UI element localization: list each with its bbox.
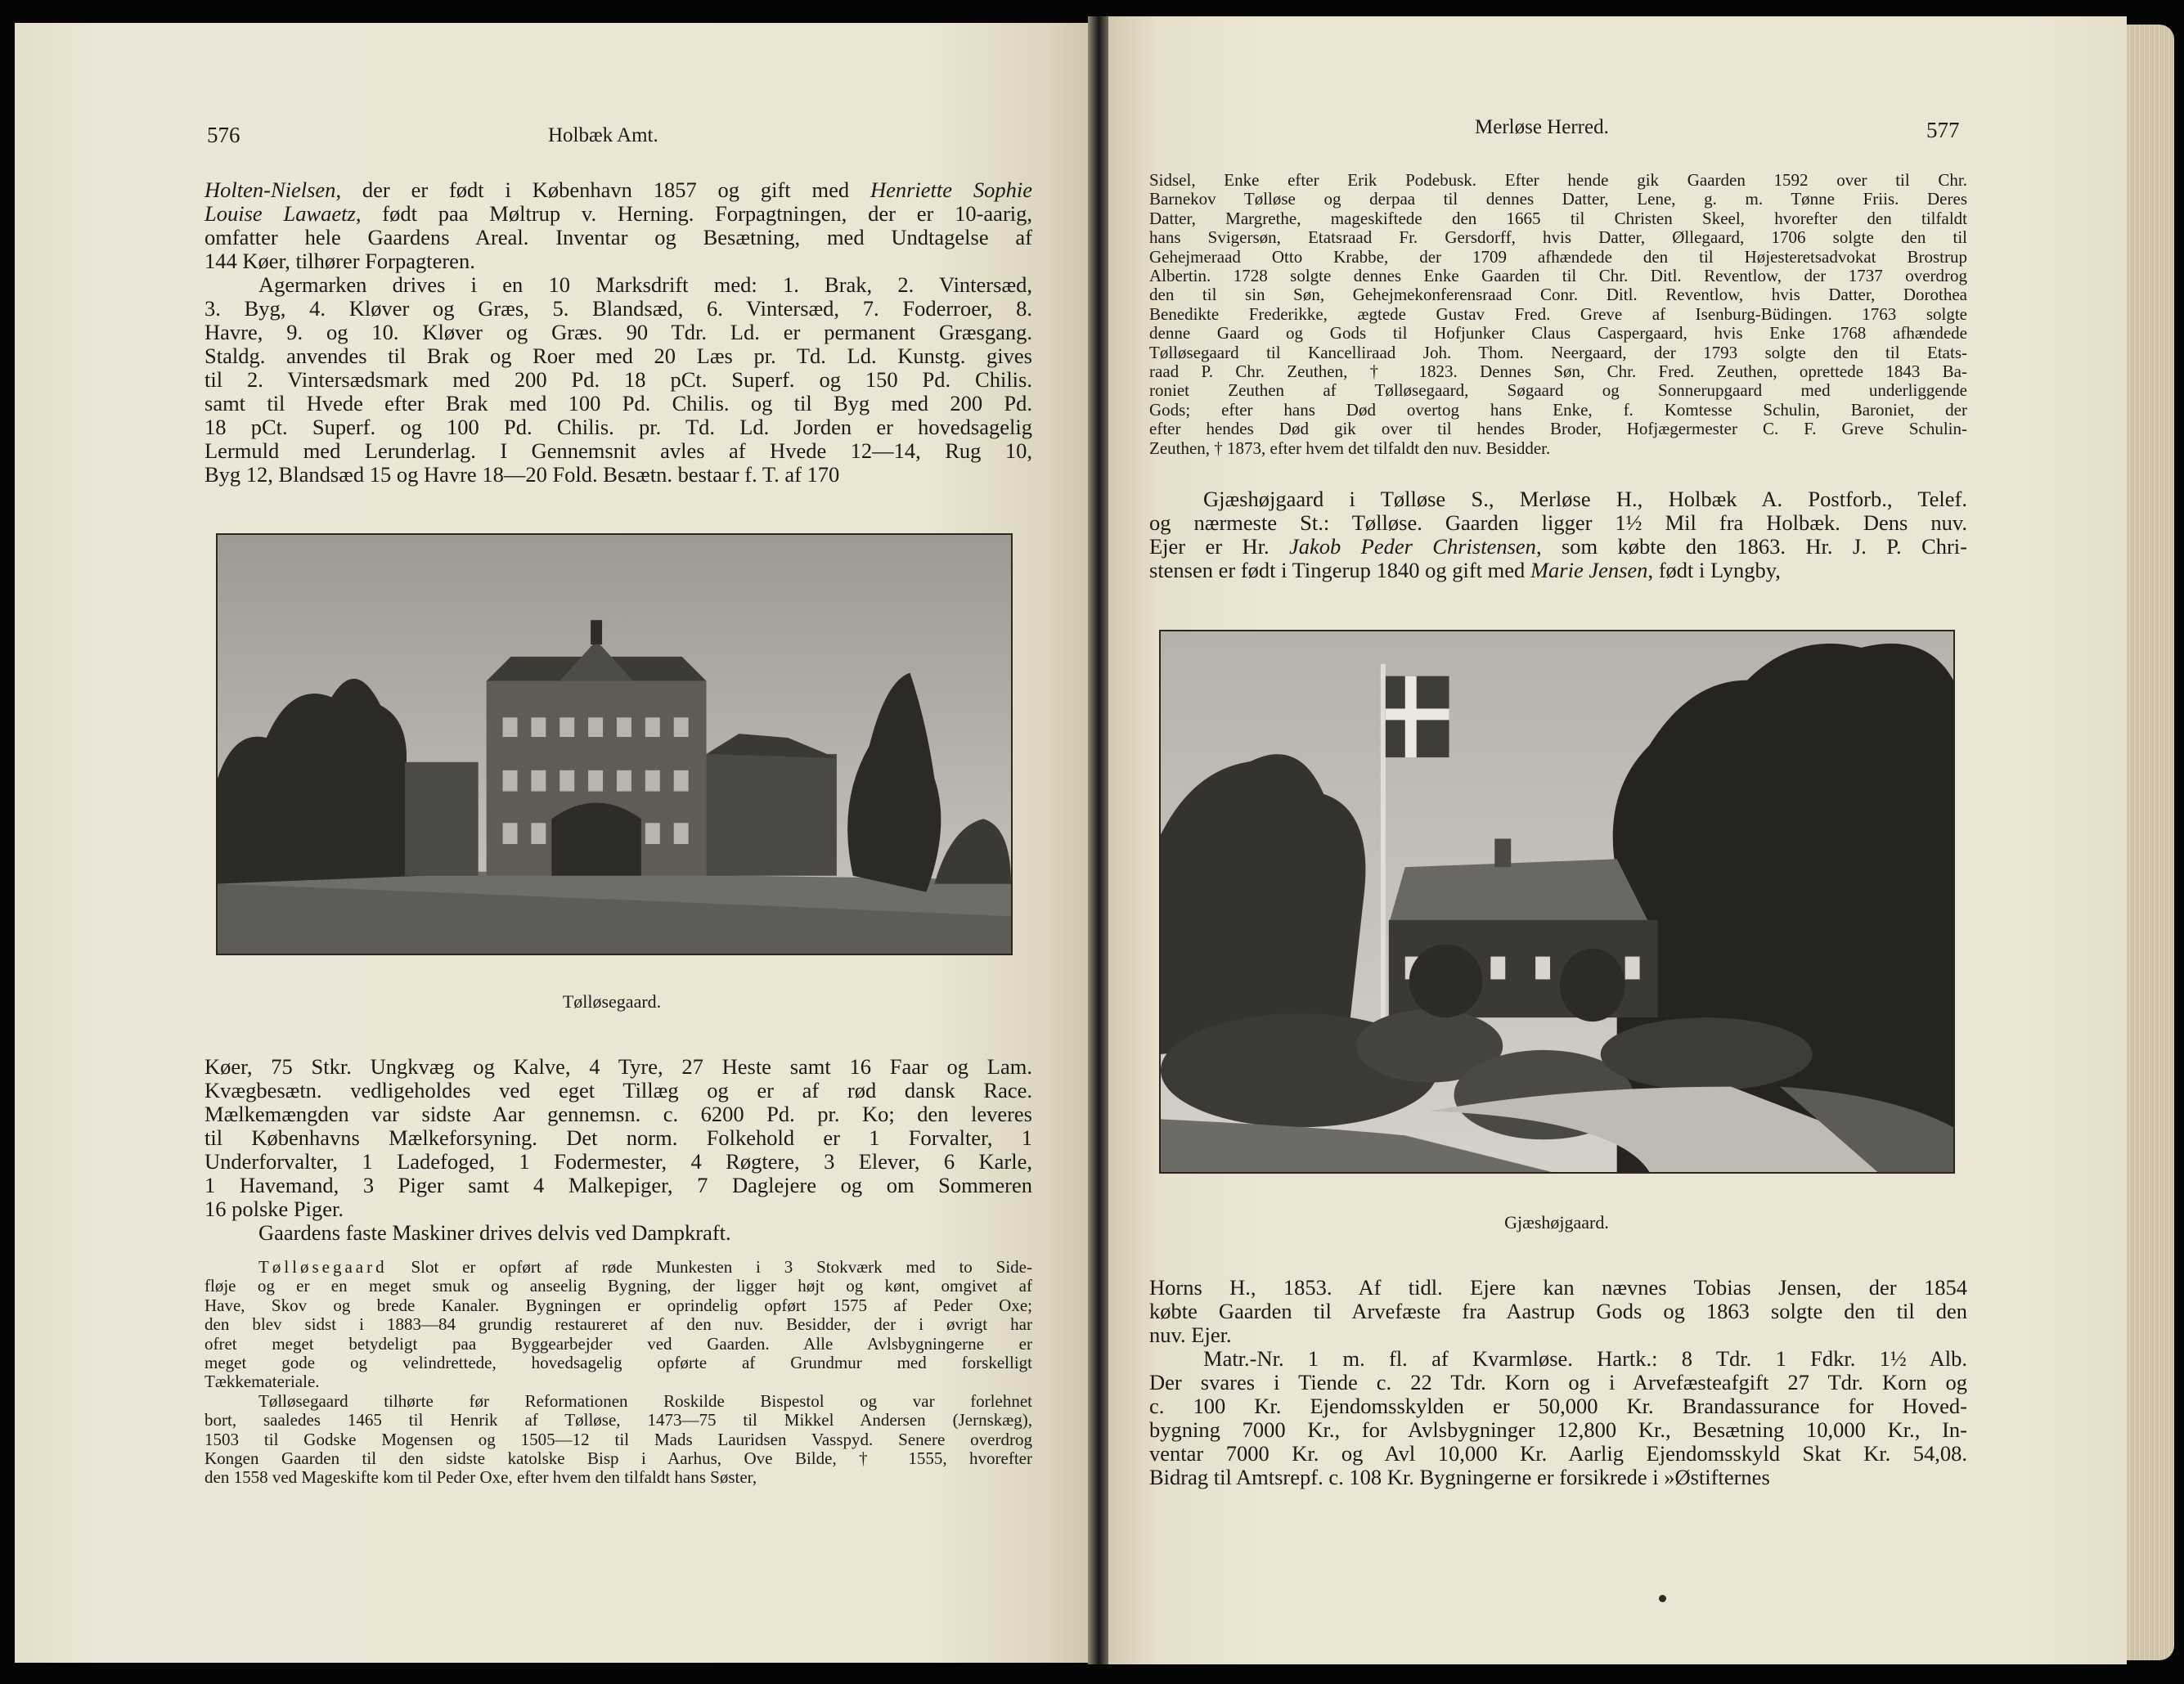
page-number-left: 576 xyxy=(207,123,240,147)
text-run: fløje og er en meget smuk og anseelig Bygning, der ligger højt og kønt, omgivet af xyxy=(204,1276,1032,1296)
book-spine xyxy=(1088,16,1108,1664)
text-run: Køer, 75 Stkr. Ungkvæg og Kalve, 4 Tyre, 27 Heste samt 16 Faar og Lam. xyxy=(204,1054,1032,1079)
text-run: stensen er født i Tingerup 1840 og gift med xyxy=(1149,558,1530,582)
text-run: Ejer er Hr. xyxy=(1149,534,1289,559)
text-line xyxy=(204,1335,1032,1354)
text-run: Kongen Gaarden til den sidste katolske Bisp i Aarhus, Ove Bilde, † 1555, hvorefter xyxy=(204,1448,1032,1469)
text-line xyxy=(1149,401,1967,420)
text-line xyxy=(204,1392,1032,1411)
text-run: til 2. Vintersædsmark med 200 Pd. 18 pCt. Superf. og 150 Pd. Chilis. xyxy=(204,367,1032,392)
text-line xyxy=(204,1055,1032,1079)
text-line xyxy=(204,202,1032,226)
italic-name: Louise Lawaetz xyxy=(204,201,356,226)
text-run: , som købte den 1863. Hr. J. P. Chri- xyxy=(1535,534,1967,559)
text-line xyxy=(204,1221,1032,1245)
text-line xyxy=(1149,487,1967,511)
text-run: Der svares i Tiende c. 22 Tdr. Korn og i Arvefæsteafgift 27 Tdr. Korn og xyxy=(1149,1370,1967,1394)
text-line xyxy=(1149,1300,1967,1323)
text-line xyxy=(1149,1442,1967,1466)
text-line xyxy=(1149,305,1967,324)
text-run: Underforvalter, 1 Ladefoged, 1 Fodermester, 4 Røgtere, 3 Elever, 6 Karle, xyxy=(204,1149,1032,1174)
italic-name: Henriette Sophie xyxy=(870,177,1033,202)
right-small-print xyxy=(1149,171,1967,458)
text-run: raad P. Chr. Zeuthen, † 1823. Dennes Søn, Chr. Fred. Zeuthen, oprettede 1843 Ba- xyxy=(1149,361,1967,382)
entry-name: Gjæshøjgaard xyxy=(1203,487,1324,511)
text-line xyxy=(1149,1418,1967,1442)
text-line xyxy=(204,321,1032,344)
text-run: købte Gaarden til Arvefæste fra Aastrup Gods og 1863 solgte den til den xyxy=(1149,1299,1967,1323)
left-bottom-paragraph xyxy=(204,1055,1032,1245)
text-run: roniet Zeuthen af Tølløsegaard, Søgaard og Sonnerupgaard med underliggende xyxy=(1149,380,1967,401)
text-line xyxy=(1149,209,1967,228)
text-run: Gaardens faste Maskiner drives delvis ved Dampkraft. xyxy=(258,1220,731,1245)
text-line xyxy=(1149,1371,1967,1394)
text-line xyxy=(204,1372,1032,1391)
photo-tollosegaard xyxy=(216,533,1013,955)
italic-name: Holten-Nielsen xyxy=(204,177,336,202)
text-line xyxy=(1149,1466,1967,1489)
text-run: Benedikte Frederikke, ægtede Gustav Fred. Greve af Isenburg-Büdingen. 1763 solgte xyxy=(1149,303,1967,324)
text-run: ventar 7000 Kr. og Avl 10,000 Kr. Aarlig Ejendomsskyld Skat Kr. 54,08. xyxy=(1149,1441,1967,1466)
right-page xyxy=(1108,16,2127,1664)
text-line xyxy=(1149,228,1967,247)
text-line xyxy=(204,1354,1032,1372)
running-head-right: Merløse Herred. xyxy=(1475,116,1609,138)
text-run: c. 100 Kr. Ejendomsskylden er 50,000 Kr. Brandassurance for Hoved- xyxy=(1149,1394,1967,1418)
text-run: samt til Hvede efter Brak med 100 Pd. Chilis. og til Byg med 200 Pd. xyxy=(204,391,1032,415)
text-run: Gods; efter hans Død overtog hans Enke, f. Komtesse Schulin, Baroniet, der xyxy=(1149,399,1967,420)
text-run: Albertin. 1728 solgte dennes Enke Gaarden til Chr. Ditl. Reventlow, der 1737 overdrog xyxy=(1149,266,1967,286)
text-run: 1 Havemand, 3 Piger samt 4 Malkepiger, 7 Daglejere og om Sommeren xyxy=(204,1173,1032,1197)
text-run: Tølløsegaard xyxy=(258,1257,388,1277)
text-run: til Københavns Mælkeforsyning. Det norm. Folkehold er 1 Forvalter, 1 xyxy=(204,1125,1032,1150)
italic-name: Jakob Peder Christensen xyxy=(1289,534,1536,559)
text-run: Barnekov Tølløse og derpaa til dennes Datter, Lene, g. m. Tønne Friis. Deres xyxy=(1149,189,1967,209)
text-line xyxy=(1149,1276,1967,1300)
text-line xyxy=(1149,190,1967,209)
text-line xyxy=(204,368,1032,392)
text-run: hans Svigersøn, Etatsraad Fr. Gersdorff, hvis Datter, Øllegaard, 1706 solgte den til xyxy=(1149,227,1967,248)
text-run: efter hendes Død gik over til hendes Broder, Hofjægermester C. F. Greve Schulin- xyxy=(1149,419,1967,439)
text-line xyxy=(204,178,1032,202)
text-line xyxy=(204,1296,1032,1315)
text-line xyxy=(204,392,1032,415)
text-run: Tølløsegaard til Kancelliraad Joh. Thom. Neergaard, der 1793 solgte den til Etats- xyxy=(1149,342,1967,362)
text-line xyxy=(1149,559,1967,582)
text-line xyxy=(204,1449,1032,1468)
text-line xyxy=(1149,1323,1967,1347)
left-page xyxy=(15,23,1088,1663)
text-line xyxy=(1149,439,1967,458)
page-number-right: 577 xyxy=(1926,118,1960,142)
text-run: denne Gaard og Gods til Hofjunker Claus Caspergaard, hvis Enke 1768 afhændede xyxy=(1149,323,1967,344)
text-run: meget gode og velindrettede, hovedsagelig opførte af Grundmur med forskelligt xyxy=(204,1353,1032,1373)
text-line xyxy=(204,1411,1032,1430)
text-line xyxy=(1149,285,1967,304)
running-head-left: Holbæk Amt. xyxy=(548,124,658,146)
text-run: 18 pCt. Superf. og 100 Pd. Chilis. pr. Td. Ld. Jorden er hovedsagelig xyxy=(204,415,1032,439)
text-line xyxy=(1149,381,1967,400)
text-run: 16 polske Piger. xyxy=(204,1197,344,1221)
ink-speck xyxy=(1659,1595,1666,1602)
text-line xyxy=(204,439,1032,463)
left-top-paragraph xyxy=(204,178,1032,487)
text-line xyxy=(204,1315,1032,1334)
text-run: Tølløsegaard tilhørte før Reformationen Roskilde Bispestol og var forlehnet xyxy=(258,1390,1032,1411)
text-line xyxy=(204,415,1032,439)
text-line xyxy=(1149,324,1967,343)
text-run: , der er født i København 1857 og gift med xyxy=(335,177,870,202)
text-line xyxy=(1149,267,1967,285)
right-bottom-paragraph xyxy=(1149,1276,1967,1489)
italic-name: Marie Jensen xyxy=(1530,558,1648,582)
text-line xyxy=(204,249,1032,273)
text-run: Kvægbesætn. vedligeholdes ved eget Tillæg og er af rød dansk Race. xyxy=(204,1078,1032,1102)
text-run: og nærmeste St.: Tølløse. Gaarden ligger 1½ Mil fra Holbæk. Dens nuv. xyxy=(1149,510,1967,535)
text-run: i Tølløse S., Merløse H., Holbæk A. Postforb., Telef. xyxy=(1323,487,1967,511)
text-line xyxy=(204,226,1032,249)
text-run: Byg 12, Blandsæd 15 og Havre 18—20 Fold. Besætn. bestaar f. T. af 170 xyxy=(204,462,840,487)
text-line xyxy=(1149,344,1967,362)
text-run: Staldg. anvendes til Brak og Roer med 20 Læs pr. Td. Ld. Kunstg. gives xyxy=(204,344,1032,368)
text-run: 1503 til Godske Mogensen og 1505—12 til Mads Lauridsen Vasspyd. Senere overdrog xyxy=(204,1429,1032,1449)
text-run: bygning 7000 Kr., for Avlsbygninger 12,800 Kr., Besætning 10,000 Kr., In- xyxy=(1149,1417,1967,1442)
text-run: Havre, 9. og 10. Kløver og Græs. 90 Tdr. Ld. er permanent Græsgang. xyxy=(204,320,1032,344)
text-line xyxy=(204,1468,1032,1487)
text-line xyxy=(1149,511,1967,535)
text-line xyxy=(1149,362,1967,381)
text-run: Slot er opført af røde Munkesten i 3 Stokværk med to Side- xyxy=(387,1257,1032,1277)
text-run: Mælkemængden var sidste Aar gennemsn. c. 6200 Pd. pr. Ko; den leveres xyxy=(204,1102,1032,1126)
text-run: Have, Skov og brede Kanaler. Bygningen er oprindelig opført 1575 af Peder Oxe; xyxy=(204,1295,1032,1315)
text-run: omfatter hele Gaardens Areal. Inventar og Besætning, med Undtagelse af xyxy=(204,225,1032,249)
page-edges xyxy=(2127,25,2174,1660)
text-run: den 1558 ved Mageskifte kom til Peder Oxe, efter hvem den tilfaldt hans Søster, xyxy=(204,1467,757,1488)
text-line xyxy=(204,1258,1032,1277)
text-run: Zeuthen, † 1873, efter hvem det tilfaldt den nuv. Besidder. xyxy=(1149,438,1551,458)
text-run: Sidsel, Enke efter Erik Podebusk. Efter hende gik Gaarden 1592 over til Chr. xyxy=(1149,170,1967,190)
text-line xyxy=(1149,1394,1967,1418)
text-line xyxy=(1149,1347,1967,1371)
text-line xyxy=(1149,535,1967,559)
text-line xyxy=(204,1150,1032,1174)
text-run: Agermarken drives i en 10 Marksdrift med: 1. Brak, 2. Vintersæd, xyxy=(258,272,1032,297)
text-line xyxy=(204,1079,1032,1102)
text-run: Gehejmeraad Otto Krabbe, der 1709 afhændede den til Højesteretsadvokat Brostrup xyxy=(1149,246,1967,267)
text-line xyxy=(204,1102,1032,1126)
text-line xyxy=(204,1174,1032,1197)
text-run: Datter, Margrethe, mageskiftede den 1665 til Christen Skeel, hvorefter den tilfaldt xyxy=(1149,208,1967,228)
text-run: 3. Byg, 4. Kløver og Græs, 5. Blandsæd, 6. Vintersæd, 7. Foderroer, 8. xyxy=(204,296,1032,321)
text-line xyxy=(204,1277,1032,1296)
text-line xyxy=(204,344,1032,368)
text-run: Horns H., 1853. Af tidl. Ejere kan nævnes Tobias Jensen, der 1854 xyxy=(1149,1275,1967,1300)
text-run: Tækkemateriale. xyxy=(204,1372,320,1392)
text-run: 144 Køer, tilhører Forpagteren. xyxy=(204,249,475,273)
text-run: bort, saaledes 1465 til Henrik af Tølløse, 1473—75 til Mikkel Andersen (Jernskæg), xyxy=(204,1410,1032,1430)
text-line xyxy=(204,273,1032,297)
text-line xyxy=(204,1430,1032,1449)
photo-gjaeshojgaard xyxy=(1159,630,1955,1174)
text-run: den til sin Søn, Gehejmekonferensraad Conr. Ditl. Reventlow, hvis Datter, Dorothea xyxy=(1149,285,1967,305)
text-run: den blev sidst i 1883—84 grundig restaureret af den nuv. Besidder, der i øvrigt har xyxy=(204,1314,1032,1335)
text-run: Matr.-Nr. 1 m. fl. af Kvarmløse. Hartk.: 8 Tdr. 1 Fdkr. 1½ Alb. xyxy=(1203,1346,1967,1371)
text-run: , født paa Møltrup v. Herning. Forpagtningen, der er 10-aarig, xyxy=(355,201,1033,226)
text-line xyxy=(1149,171,1967,190)
text-run: Lermuld med Lerunderlag. I Gennemsnit avles af Hvede 12—14, Rug 10, xyxy=(204,438,1032,463)
caption-gjaeshojgaard: Gjæshøjgaard. xyxy=(1504,1212,1609,1233)
text-line xyxy=(204,297,1032,321)
text-run: Bidrag til Amtsrepf. c. 108 Kr. Bygningerne er forsikrede i »Østifternes xyxy=(1149,1465,1770,1489)
text-run: , født i Lyngby, xyxy=(1647,558,1781,582)
text-line xyxy=(204,463,1032,487)
text-line xyxy=(1149,420,1967,438)
left-small-print xyxy=(204,1258,1032,1488)
text-line xyxy=(204,1126,1032,1150)
text-line xyxy=(204,1197,1032,1221)
text-run: nuv. Ejer. xyxy=(1149,1323,1232,1347)
text-run: ofret meget betydeligt paa Byggearbejder ved Gaarden. Alle Avlsbygningerne er xyxy=(204,1333,1032,1354)
caption-tollosegaard: Tølløsegaard. xyxy=(562,991,662,1012)
entry-gjaeshojgaard xyxy=(1149,487,1967,582)
text-line xyxy=(1149,248,1967,267)
